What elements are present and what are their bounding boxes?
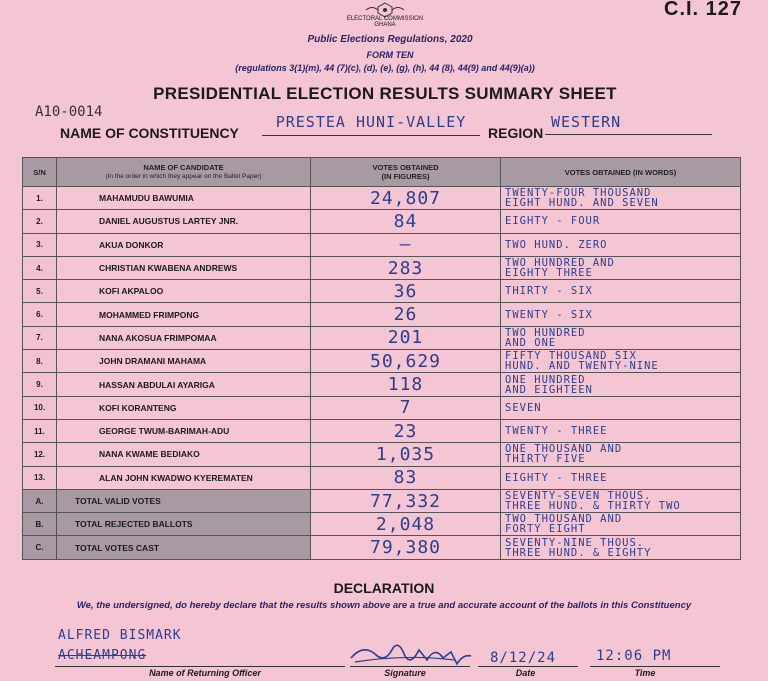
constituency-value: PRESTEA HUNI-VALLEY xyxy=(262,113,480,136)
commission-heading xyxy=(300,16,470,28)
votes-figures: 201 xyxy=(311,326,501,349)
candidate-name: MAHAMUDU BAWUMIA xyxy=(57,187,311,210)
votes-words xyxy=(501,419,741,442)
time-value: 12:06 PM xyxy=(596,648,672,664)
votes-figures: 84 xyxy=(311,210,501,233)
votes-words-line-1: THIRTY - SIX xyxy=(505,285,593,298)
candidate-name: TOTAL VALID VOTES xyxy=(57,489,311,512)
votes-words-line-2: EIGHTY THREE xyxy=(505,267,593,280)
results-table xyxy=(22,157,741,560)
candidate-name: KOFI KORANTENG xyxy=(57,396,311,419)
header-figures-label: VOTES OBTAINED xyxy=(372,163,439,172)
header-name-sub: (In the order in which they appear on the Ballot Paper) xyxy=(105,173,262,180)
header-sn: S/N xyxy=(23,158,57,187)
total-row xyxy=(23,536,741,559)
candidate-name: KOFI AKPALOO xyxy=(57,280,311,303)
votes-words-line-2: EIGHT HUND. AND SEVEN xyxy=(505,197,659,210)
region-label: REGION xyxy=(488,125,544,141)
row-sn: 3. xyxy=(23,233,57,256)
row-sn: B. xyxy=(23,513,57,536)
row-sn: 13. xyxy=(23,466,57,489)
votes-figures: 1,035 xyxy=(311,443,501,466)
votes-words-line-1: TWO HUNDRED xyxy=(505,326,586,339)
time-line xyxy=(590,666,720,667)
votes-words-line-1: SEVENTY-NINE THOUS. xyxy=(505,536,645,549)
votes-words xyxy=(501,489,741,512)
table-row xyxy=(23,466,741,489)
votes-figures: 118 xyxy=(311,373,501,396)
candidate-name: HASSAN ABDULAI AYARIGA xyxy=(57,373,311,396)
votes-words-line-1: SEVEN xyxy=(505,401,542,414)
table-row xyxy=(23,233,741,256)
votes-words xyxy=(501,350,741,373)
candidate-name: NANA KWAME BEDIAKO xyxy=(57,443,311,466)
votes-words xyxy=(501,256,741,279)
table-row xyxy=(23,280,741,303)
row-sn: 7. xyxy=(23,326,57,349)
votes-figures: 283 xyxy=(311,256,501,279)
returning-officer-name-line1: ALFRED BISMARK xyxy=(58,628,182,643)
votes-words-line-1: TWENTY - SIX xyxy=(505,308,593,321)
table-row xyxy=(23,419,741,442)
returning-officer-name-line2: ACHEAMPONG xyxy=(58,648,147,663)
total-row xyxy=(23,513,741,536)
total-row xyxy=(23,489,741,512)
row-sn: 1. xyxy=(23,187,57,210)
header-name xyxy=(57,158,311,187)
signature-scribble xyxy=(345,636,475,670)
table-row xyxy=(23,443,741,466)
candidate-name: GEORGE TWUM-BARIMAH-ADU xyxy=(57,419,311,442)
votes-words-line-2: AND ONE xyxy=(505,336,557,349)
votes-words-line-1: TWO THOUSAND AND xyxy=(505,513,623,526)
table-row xyxy=(23,326,741,349)
votes-words-line-2: THIRTY FIVE xyxy=(505,453,586,466)
officer-name-line xyxy=(55,666,345,667)
row-sn: 10. xyxy=(23,396,57,419)
table-row xyxy=(23,303,741,326)
sheet-title: PRESIDENTIAL ELECTION RESULTS SUMMARY SHEET xyxy=(153,84,617,103)
signature-line xyxy=(350,666,470,667)
votes-words-line-2: FORTY EIGHT xyxy=(505,523,586,536)
votes-words xyxy=(501,303,741,326)
row-sn: C. xyxy=(23,536,57,559)
candidate-name: TOTAL REJECTED BALLOTS xyxy=(57,513,311,536)
candidate-name: MOHAMMED FRIMPONG xyxy=(57,303,311,326)
header-words: VOTES OBTAINED (IN WORDS) xyxy=(501,158,741,187)
regulations-title: Public Elections Regulations, 2020 xyxy=(307,34,473,45)
votes-figures: — xyxy=(311,233,501,256)
votes-words-line-1: TWO HUND. ZERO xyxy=(505,238,608,251)
header-name-label: NAME OF CANDIDATE xyxy=(143,163,224,172)
declaration-text: We, the undersigned, do hereby declare that the results shown above are a true and accurate account of the ballots in this Constituency xyxy=(76,600,692,611)
votes-words xyxy=(501,443,741,466)
candidate-name: NANA AKOSUA FRIMPOMAA xyxy=(57,326,311,349)
row-sn: 4. xyxy=(23,256,57,279)
commission-name: ELECTORAL COMMISSION xyxy=(346,16,424,22)
votes-words xyxy=(501,187,741,210)
votes-words-line-1: EIGHTY - FOUR xyxy=(505,215,601,228)
constituency-code: A10-0014 xyxy=(35,104,103,120)
results-body xyxy=(23,187,741,560)
votes-words xyxy=(501,326,741,349)
table-row xyxy=(23,210,741,233)
table-row xyxy=(23,350,741,373)
votes-figures: 77,332 xyxy=(311,489,501,512)
votes-figures: 83 xyxy=(311,466,501,489)
row-sn: A. xyxy=(23,489,57,512)
row-sn: 12. xyxy=(23,443,57,466)
signature-label: Signature xyxy=(384,668,426,678)
votes-words-line-1: FIFTY THOUSAND SIX xyxy=(505,350,637,363)
commission-country: GHANA xyxy=(374,22,396,28)
votes-words xyxy=(501,396,741,419)
header-figures-sub: (IN FIGURES) xyxy=(381,172,430,181)
row-sn: 6. xyxy=(23,303,57,326)
votes-words-line-2: AND EIGHTEEN xyxy=(505,383,593,396)
table-row xyxy=(23,373,741,396)
row-sn: 8. xyxy=(23,350,57,373)
votes-words xyxy=(501,233,741,256)
votes-figures: 23 xyxy=(311,419,501,442)
votes-words xyxy=(501,466,741,489)
votes-words-line-1: ONE THOUSAND AND xyxy=(505,443,623,456)
row-sn: 11. xyxy=(23,419,57,442)
votes-words-line-2: THREE HUND. & EIGHTY xyxy=(505,546,652,559)
votes-figures: 36 xyxy=(311,280,501,303)
regulation-references: (regulations 3(1)(m), 44 (7)(c), (d), (e), (g), (h), 44 (8), 44(9) and 44(9)(a)) xyxy=(235,63,535,73)
votes-figures: 2,048 xyxy=(311,513,501,536)
table-row xyxy=(23,396,741,419)
table-row xyxy=(23,256,741,279)
votes-words-line-1: EIGHTY - THREE xyxy=(505,471,608,484)
candidate-name: AKUA DONKOR xyxy=(57,233,311,256)
constituency-label: NAME OF CONSTITUENCY xyxy=(60,125,239,141)
votes-words-line-2: THREE HUND. & THIRTY TWO xyxy=(505,500,681,512)
row-sn: 2. xyxy=(23,210,57,233)
date-line xyxy=(478,666,578,667)
votes-words-line-1: ONE HUNDRED xyxy=(505,373,586,386)
form-number: FORM TEN xyxy=(366,50,414,60)
candidate-name: JOHN DRAMANI MAHAMA xyxy=(57,350,311,373)
candidate-name: TOTAL VOTES CAST xyxy=(57,536,311,559)
candidate-name: CHRISTIAN KWABENA ANDREWS xyxy=(57,256,311,279)
candidate-name: ALAN JOHN KWADWO KYEREMATEN xyxy=(57,466,311,489)
votes-words xyxy=(501,373,741,396)
row-sn: 5. xyxy=(23,280,57,303)
time-label: Time xyxy=(634,668,656,678)
date-value: 8/12/24 xyxy=(490,650,557,666)
region-value: WESTERN xyxy=(545,113,712,135)
table-row xyxy=(23,187,741,210)
votes-words xyxy=(501,280,741,303)
votes-words-line-1: SEVENTY-SEVEN THOUS. xyxy=(505,490,652,502)
votes-figures: 50,629 xyxy=(311,350,501,373)
votes-figures: 7 xyxy=(311,396,501,419)
votes-words xyxy=(501,210,741,233)
votes-figures: 26 xyxy=(311,303,501,326)
votes-figures: 79,380 xyxy=(311,536,501,559)
candidate-name: DANIEL AUGUSTUS LARTEY JNR. xyxy=(57,210,311,233)
row-sn: 9. xyxy=(23,373,57,396)
votes-words xyxy=(501,513,741,536)
declaration-title: DECLARATION xyxy=(333,580,435,596)
date-label: Date xyxy=(515,668,536,678)
votes-words-line-1: TWENTY-FOUR THOUSAND xyxy=(505,187,652,200)
votes-words-line-1: TWENTY - THREE xyxy=(505,425,608,438)
table-header-row xyxy=(23,158,741,187)
votes-words xyxy=(501,536,741,559)
ci-number: C.I. 127 xyxy=(664,0,743,20)
officer-name-label: Name of Returning Officer xyxy=(149,668,261,678)
votes-words-line-1: TWO HUNDRED AND xyxy=(505,257,615,270)
votes-figures: 24,807 xyxy=(311,187,501,210)
votes-words-line-2: HUND. AND TWENTY-NINE xyxy=(505,360,659,373)
header-figures xyxy=(311,158,501,187)
